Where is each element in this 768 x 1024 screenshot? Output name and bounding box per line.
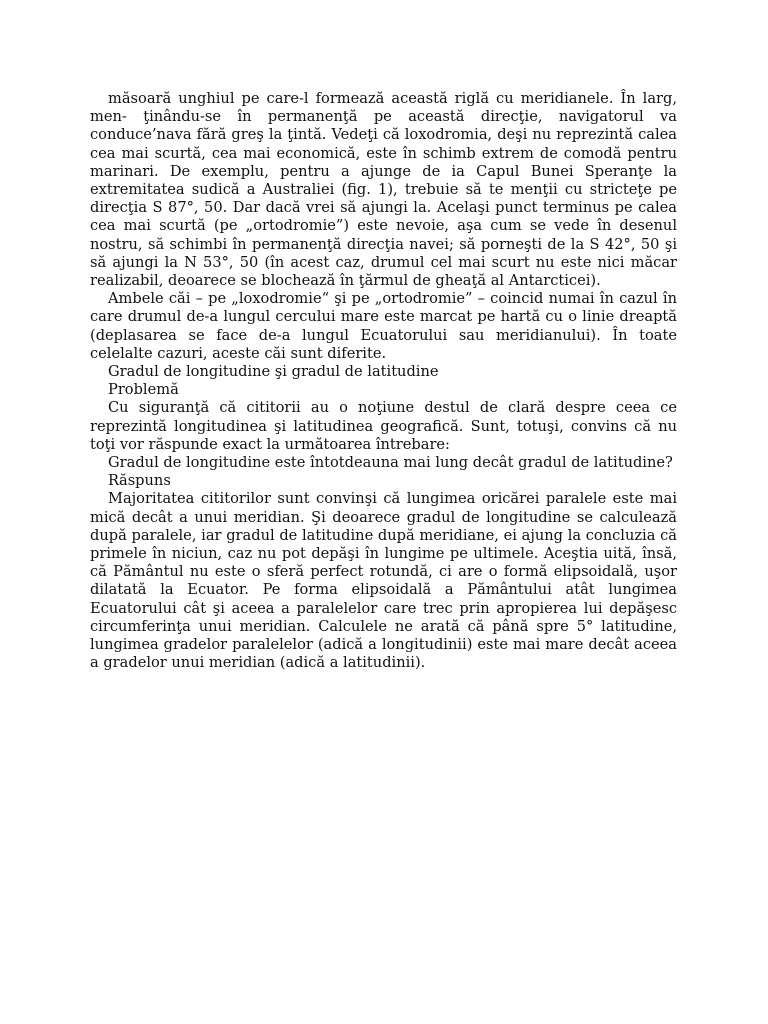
body-paragraph: măsoară unghiul pe care-l formează această riglă cu meridianele. În larg, men- ţinându-se în permanenţă pe această direcţie, navigatorul va conduce’nava fără greş la ţintă. Vedeţi că loxodromia, deşi nu reprezintă calea cea mai scurtă, cea mai economică, este în schimb extrem de comodă pentru marinari. De exemplu, pentru a ajunge de ia Capul Bunei Speranţe la extremitatea sudică a Australiei (fig. 1), trebuie să te menţii cu stricteţe pe direcţia S 87°, 50. Dar dacă vrei să ajungi la. Acelaşi punct terminus pe calea cea mai scurtă (pe „ortodromie”) este nevoie, aşa cum se vede în desenul nostru, să schimbi în permanenţă direcţia navei; să porneşti de la S 42°, 50 şi să ajungi la N 53°, 50 (în acest caz, drumul cel mai scurt nu este nici măcar realizabil, deoarece se blochează în ţărmul de gheaţă al Antarcticei). [90, 90, 677, 290]
body-paragraph: Cu siguranţă că cititorii au o noţiune destul de clară despre ceea ce reprezintă longitudinea şi latitudinea geografică. Sunt, totuşi, convins că nu toţi vor răspunde exact la următoarea întrebare: [90, 399, 677, 453]
problem-label: Problemă [108, 381, 179, 399]
document-page [90, 90, 677, 673]
body-paragraph: Ambele căi – pe „loxodromie“ şi pe „ortodromie” – coincid numai în cazul în care drumul de-a lungul cercului mare este marcat pe hartă cu o linie dreaptă (deplasarea se face de-a lungul Ecuatorului sau meridianului). În toate celelalte cazuri, aceste căi sunt diferite. [90, 290, 677, 362]
body-paragraph: Majoritatea cititorilor sunt convinşi că lungimea oricărei paralele este mai mică decât a unui meridian. Şi deoarece gradul de longitudine se calculează după paralele, iar gradul de latitudine după meridiane, ei ajung la concluzia că primele în niciun, caz nu pot depăşi în lungime pe ultimele. Aceştia uită, însă, că Pământul nu este o sferă perfect rotundă, ci are o formă elipsoidală, uşor dilatată la Ecuator. Pe forma elipsoidală a Pământului atât lungimea Ecuatorului cât şi aceea a paralelelor care trec prin apropierea lui depăşesc circumferinţa unui meridian. Calculele ne arată că până spre 5° latitudine, lungimea gradelor paralelelor (adică a longitudinii) este mai mare decât aceea a gradelor unui meridian (adică a latitudinii). [90, 490, 677, 672]
answer-label: Răspuns [108, 472, 171, 490]
question-paragraph: Gradul de longitudine este întotdeauna mai lung decât gradul de latitudine? [108, 454, 673, 472]
section-heading: Gradul de longitudine şi gradul de latitudine [108, 363, 439, 381]
